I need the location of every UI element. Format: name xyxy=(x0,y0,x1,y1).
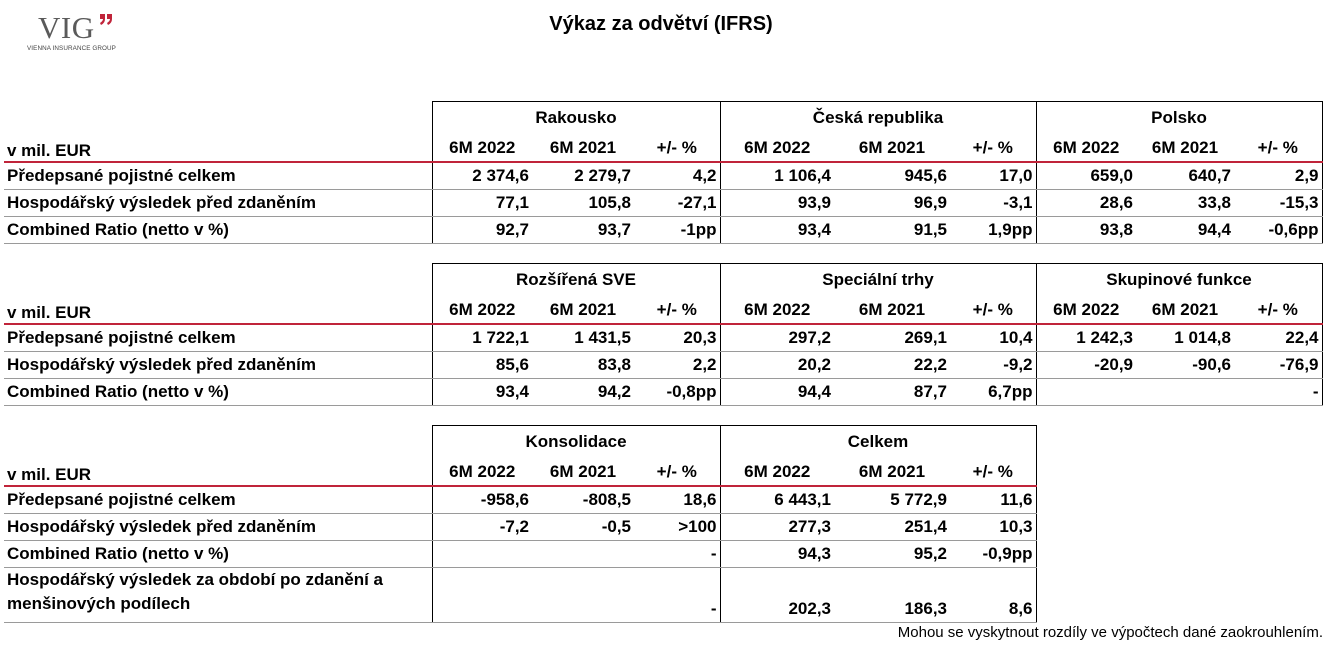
row-label: Předepsané pojistné celkem xyxy=(4,324,432,352)
value-cell: -0,8pp xyxy=(634,379,720,406)
page-title: Výkaz za odvětví (IFRS) xyxy=(549,13,773,35)
column-header: 6M 2021 xyxy=(1136,296,1234,324)
value-cell: 1,9pp xyxy=(950,217,1036,244)
column-header: 6M 2021 xyxy=(834,134,950,162)
column-header: +/- % xyxy=(950,458,1036,486)
value-cell: 1 431,5 xyxy=(532,324,634,352)
column-header: 6M 2022 xyxy=(720,134,834,162)
value-cell: -7,2 xyxy=(432,514,532,541)
value-cell: - xyxy=(1234,379,1322,406)
value-cell: 2,2 xyxy=(634,352,720,379)
value-cell xyxy=(532,541,634,568)
value-cell: 10,4 xyxy=(950,324,1036,352)
column-header: 6M 2022 xyxy=(1036,134,1136,162)
value-cell: 20,3 xyxy=(634,324,720,352)
value-cell: 251,4 xyxy=(834,514,950,541)
value-cell: 20,2 xyxy=(720,352,834,379)
value-cell: 2 374,6 xyxy=(432,162,532,190)
value-cell: -958,6 xyxy=(432,486,532,514)
row-label xyxy=(4,568,432,623)
value-cell: -15,3 xyxy=(1234,190,1322,217)
table-row xyxy=(4,541,1036,568)
table-row xyxy=(4,379,1322,406)
row-label: Předepsané pojistné celkem xyxy=(4,162,432,190)
region-header-ceska-republika: Česká republika xyxy=(720,102,1036,135)
region-header-specialni-trhy: Speciální trhy xyxy=(720,264,1036,297)
value-cell: 96,9 xyxy=(834,190,950,217)
value-cell: 18,6 xyxy=(634,486,720,514)
table-row xyxy=(4,217,1322,244)
value-cell: 6 443,1 xyxy=(720,486,834,514)
value-cell: 2 279,7 xyxy=(532,162,634,190)
value-cell: 94,2 xyxy=(532,379,634,406)
value-cell xyxy=(1136,379,1234,406)
column-header: 6M 2021 xyxy=(532,134,634,162)
value-cell: 77,1 xyxy=(432,190,532,217)
table-row xyxy=(4,514,1036,541)
logo-subtitle: VIENNA INSURANCE GROUP xyxy=(27,45,116,52)
value-cell: -27,1 xyxy=(634,190,720,217)
unit-label: v mil. EUR xyxy=(4,458,432,486)
region-header-celkem: Celkem xyxy=(720,426,1036,459)
value-cell: 5 772,9 xyxy=(834,486,950,514)
value-cell: 10,3 xyxy=(950,514,1036,541)
region-header-skupinove-funkce: Skupinové funkce xyxy=(1036,264,1322,297)
value-cell: 17,0 xyxy=(950,162,1036,190)
value-cell: 269,1 xyxy=(834,324,950,352)
region-header-polsko: Polsko xyxy=(1036,102,1322,135)
value-cell: 22,4 xyxy=(1234,324,1322,352)
value-cell: -0,6pp xyxy=(1234,217,1322,244)
value-cell: 94,4 xyxy=(1136,217,1234,244)
region-header-rakousko: Rakousko xyxy=(432,102,720,135)
value-cell: 92,7 xyxy=(432,217,532,244)
unit-label: v mil. EUR xyxy=(4,134,432,162)
value-cell: 640,7 xyxy=(1136,162,1234,190)
value-cell: 1 106,4 xyxy=(720,162,834,190)
region-header-konsolidace: Konsolidace xyxy=(432,426,720,459)
blank-cell xyxy=(4,102,432,135)
column-header: 6M 2022 xyxy=(1036,296,1136,324)
value-cell: -808,5 xyxy=(532,486,634,514)
value-cell: 93,8 xyxy=(1036,217,1136,244)
value-cell: 8,6 xyxy=(950,568,1036,623)
row-label: Hospodářský výsledek před zdaněním xyxy=(4,352,432,379)
column-header: 6M 2022 xyxy=(720,458,834,486)
column-header: 6M 2021 xyxy=(532,458,634,486)
value-cell: 95,2 xyxy=(834,541,950,568)
value-cell: >100 xyxy=(634,514,720,541)
value-cell: -90,6 xyxy=(1136,352,1234,379)
value-cell: 28,6 xyxy=(1036,190,1136,217)
value-cell: 11,6 xyxy=(950,486,1036,514)
region-header-rozsirena-sve: Rozšířená SVE xyxy=(432,264,720,297)
column-header: 6M 2022 xyxy=(432,296,532,324)
column-header: +/- % xyxy=(634,458,720,486)
row-label: Combined Ratio (netto v %) xyxy=(4,379,432,406)
unit-label: v mil. EUR xyxy=(4,296,432,324)
table-row xyxy=(4,486,1036,514)
value-cell: 94,3 xyxy=(720,541,834,568)
value-cell: -76,9 xyxy=(1234,352,1322,379)
value-cell: 1 242,3 xyxy=(1036,324,1136,352)
value-cell: 93,7 xyxy=(532,217,634,244)
value-cell: 33,8 xyxy=(1136,190,1234,217)
value-cell: -3,1 xyxy=(950,190,1036,217)
value-cell: 22,2 xyxy=(834,352,950,379)
value-cell: 93,4 xyxy=(720,217,834,244)
value-cell: 1 014,8 xyxy=(1136,324,1234,352)
value-cell: 945,6 xyxy=(834,162,950,190)
value-cell: -0,9pp xyxy=(950,541,1036,568)
value-cell: 202,3 xyxy=(720,568,834,623)
segment-table-2 xyxy=(4,263,1323,406)
table-row xyxy=(4,352,1322,379)
column-header: 6M 2021 xyxy=(1136,134,1234,162)
row-label: Předepsané pojistné celkem xyxy=(4,486,432,514)
value-cell: 186,3 xyxy=(834,568,950,623)
value-cell: -9,2 xyxy=(950,352,1036,379)
value-cell xyxy=(432,541,532,568)
row-label-line: menšinových podílech xyxy=(7,594,191,613)
value-cell: 105,8 xyxy=(532,190,634,217)
segment-table-3 xyxy=(4,425,1037,623)
column-header: +/- % xyxy=(1234,296,1322,324)
value-cell: - xyxy=(634,568,720,623)
column-header: 6M 2021 xyxy=(834,458,950,486)
value-cell: -1pp xyxy=(634,217,720,244)
column-header: +/- % xyxy=(634,134,720,162)
blank-cell xyxy=(4,264,432,297)
row-label-line: Hospodářský výsledek za období po zdanění a xyxy=(7,570,383,589)
value-cell: 94,4 xyxy=(720,379,834,406)
column-header: +/- % xyxy=(950,134,1036,162)
column-header: 6M 2022 xyxy=(432,458,532,486)
column-header: 6M 2021 xyxy=(532,296,634,324)
column-header: 6M 2022 xyxy=(720,296,834,324)
value-cell: 1 722,1 xyxy=(432,324,532,352)
value-cell: 297,2 xyxy=(720,324,834,352)
value-cell: 91,5 xyxy=(834,217,950,244)
value-cell: -20,9 xyxy=(1036,352,1136,379)
value-cell xyxy=(1036,379,1136,406)
column-header: 6M 2022 xyxy=(432,134,532,162)
blank-cell xyxy=(4,426,432,459)
value-cell: 83,8 xyxy=(532,352,634,379)
table-row xyxy=(4,324,1322,352)
value-cell: 4,2 xyxy=(634,162,720,190)
logo-text: VIG xyxy=(38,10,95,45)
value-cell: 6,7pp xyxy=(950,379,1036,406)
value-cell: 87,7 xyxy=(834,379,950,406)
value-cell: 659,0 xyxy=(1036,162,1136,190)
value-cell: - xyxy=(634,541,720,568)
segment-table-1 xyxy=(4,101,1323,244)
value-cell: -0,5 xyxy=(532,514,634,541)
row-label: Combined Ratio (netto v %) xyxy=(4,541,432,568)
table-row xyxy=(4,190,1322,217)
column-header: 6M 2021 xyxy=(834,296,950,324)
value-cell: 93,4 xyxy=(432,379,532,406)
value-cell xyxy=(432,568,532,623)
column-header: +/- % xyxy=(950,296,1036,324)
value-cell: 277,3 xyxy=(720,514,834,541)
rounding-footnote: Mohou se vyskytnout rozdíly ve výpočtech dané zaokrouhlením. xyxy=(897,624,1323,641)
column-header: +/- % xyxy=(1234,134,1322,162)
table-row xyxy=(4,162,1322,190)
row-label: Hospodářský výsledek před zdaněním xyxy=(4,190,432,217)
value-cell xyxy=(532,568,634,623)
value-cell: 85,6 xyxy=(432,352,532,379)
table-row xyxy=(4,568,1036,623)
row-label: Combined Ratio (netto v %) xyxy=(4,217,432,244)
value-cell: 93,9 xyxy=(720,190,834,217)
column-header: +/- % xyxy=(634,296,720,324)
row-label: Hospodářský výsledek před zdaněním xyxy=(4,514,432,541)
value-cell: 2,9 xyxy=(1234,162,1322,190)
